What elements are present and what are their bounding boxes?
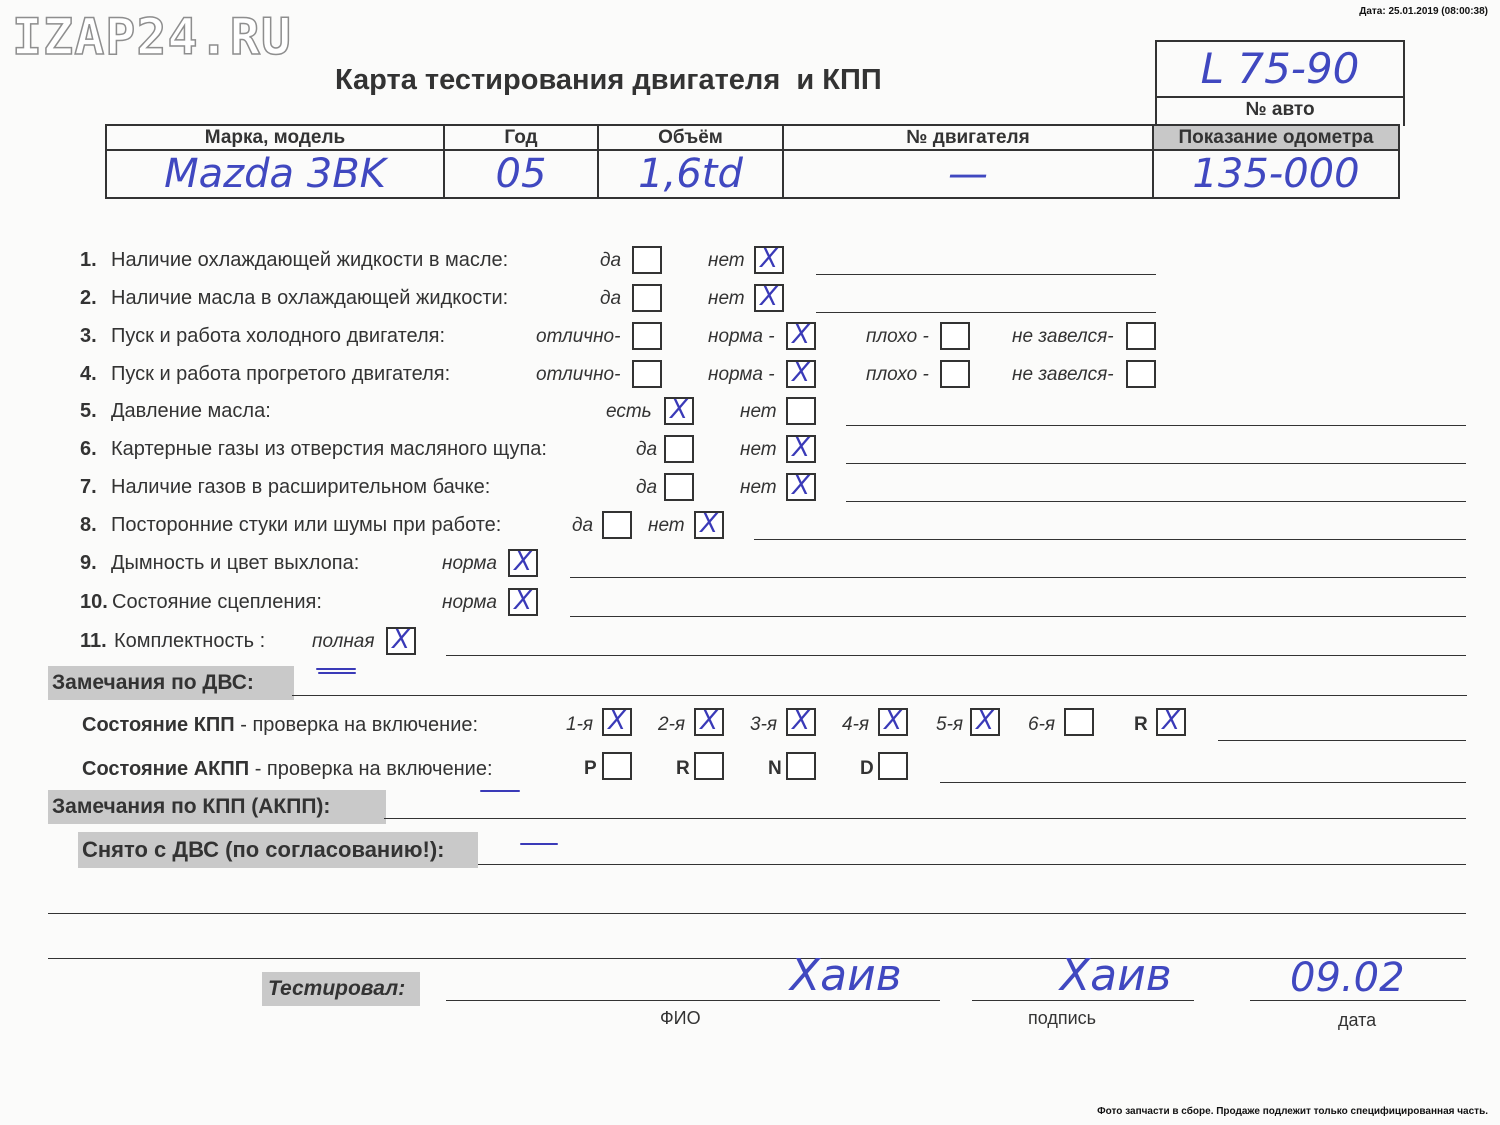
gear-label: 1-я [566,714,594,735]
option-checkbox[interactable] [786,322,816,350]
akpp-dash [480,790,520,792]
remarks-dvs-label: Замечания по ДВС: [48,666,294,700]
item-label: Наличие охлаждающей жидкости в масле: [111,249,509,271]
option-checkbox[interactable] [1126,322,1156,350]
option-label: нет [740,401,777,422]
col-header-year: Год [444,125,598,150]
item-label: Пуск и работа холодного двигателя: [111,325,446,347]
check-mark-icon: X [514,547,532,577]
akpp-label: Состояние АКПП - проверка на включение: [82,758,493,780]
option-checkbox[interactable] [754,246,784,274]
option-label: да [600,250,622,271]
gear-checkbox[interactable] [970,708,1000,736]
akpp-mode-checkbox[interactable] [878,752,908,780]
remarks-dvs-line [292,695,1467,696]
item-label: Наличие масла в охлаждающей жидкости: [111,287,509,309]
extra-line-1 [48,913,1466,914]
tested-by-label: Тестировал: [262,972,420,1006]
option-checkbox[interactable] [1126,360,1156,388]
option-checkbox[interactable] [632,360,662,388]
remarks-dvs-dash [318,672,356,674]
item-notes-line [846,425,1466,426]
option-checkbox[interactable] [602,511,632,539]
option-checkbox[interactable] [940,360,970,388]
option-label: норма [442,553,497,574]
option-label: да [600,288,622,309]
item-label: Наличие газов в расширительном бачке: [111,476,491,498]
option-label: да [636,477,658,498]
akpp-mode-checkbox[interactable] [602,752,632,780]
item-number: 8. [80,514,97,536]
model-value: Mazda 3BK [106,150,444,198]
kpp-line [1218,740,1466,741]
kpp-label: Состояние КПП - проверка на включение: [82,714,479,736]
col-header-odometer: Показание одометра [1153,125,1399,150]
date-caption: дата [1338,1010,1377,1030]
remarks-kpp-label: Замечания по КПП (АКПП): [48,790,386,824]
item-number: 6. [80,438,97,460]
check-mark-icon: X [700,509,718,539]
removed-line [478,864,1466,865]
option-checkbox[interactable] [632,246,662,274]
check-mark-icon: X [792,433,810,463]
option-label: полная [312,631,375,652]
check-mark-icon: X [792,471,810,501]
option-label: норма - [708,326,775,347]
item-label: Посторонние стуки или шумы при работе: [111,514,502,536]
option-checkbox[interactable] [632,322,662,350]
check-mark-icon: X [608,706,626,736]
option-checkbox[interactable] [786,397,816,425]
option-checkbox[interactable] [786,473,816,501]
option-checkbox[interactable] [386,627,416,655]
extra-line-2 [48,958,1466,959]
item-notes-line [754,539,1466,540]
akpp-mode-checkbox[interactable] [786,752,816,780]
option-checkbox[interactable] [754,284,784,312]
akpp-mode-label: P [584,758,597,779]
option-label: есть [606,401,652,422]
item-notes-line [846,501,1466,502]
item-number: 7. [80,476,97,498]
check-mark-icon: X [670,395,688,425]
option-checkbox[interactable] [664,473,694,501]
fio-caption: ФИО [660,1008,701,1028]
watermark-logo: IZAP24.RU [12,8,292,66]
item-number: 9. [80,552,97,574]
removed-dash [520,843,558,845]
option-checkbox[interactable] [664,397,694,425]
completeness-dash [316,668,356,670]
check-mark-icon: X [792,320,810,350]
option-label: не завелся- [1012,326,1114,347]
item-notes-line [570,616,1466,617]
option-checkbox[interactable] [508,549,538,577]
check-mark-icon: X [976,706,994,736]
engine-no-value: — [783,150,1153,198]
item-number: 5. [80,400,97,422]
vehicle-number-value: L 75-90 [1157,44,1403,98]
gear-label: R [1134,714,1148,735]
option-label: норма - [708,364,775,385]
item-notes-line [816,312,1156,313]
akpp-mode-checkbox[interactable] [694,752,724,780]
item-label: Состояние сцепления: [112,591,322,613]
option-label: нет [740,439,777,460]
gear-checkbox[interactable] [1064,708,1094,736]
item-number: 1. [80,249,97,271]
gear-label: 4-я [842,714,870,735]
remarks-kpp-line [384,818,1466,819]
akpp-mode-label: R [676,758,690,779]
akpp-mode-label: D [860,758,874,779]
check-mark-icon: X [792,358,810,388]
gear-label: 6-я [1028,714,1056,735]
option-label: плохо - [866,326,929,347]
option-label: нет [708,288,745,309]
gear-label: 2-я [658,714,686,735]
item-number: 3. [80,325,97,347]
sign-caption: подпись [1028,1008,1097,1028]
option-checkbox[interactable] [508,588,538,616]
option-label: отлично- [536,364,621,385]
item-number: 11. [80,630,107,652]
option-checkbox[interactable] [664,435,694,463]
item-label: Давление масла: [111,400,271,422]
footer-note: Фото запчасти в сборе. Продаже подлежит только специфицированная часть. [1097,1106,1488,1117]
document-title: Карта тестирования двигателя и КПП [335,64,882,96]
col-header-model: Марка, модель [106,125,444,150]
item-number: 2. [80,287,97,309]
item-notes-line [816,274,1156,275]
option-label: нет [740,477,777,498]
item-label: Комплектность : [114,630,266,652]
vehicle-info-table [105,124,1400,199]
option-checkbox[interactable] [786,360,816,388]
option-checkbox[interactable] [940,322,970,350]
vehicle-number-box [1155,40,1405,126]
gear-checkbox[interactable] [602,708,632,736]
option-label: нет [708,250,745,271]
check-mark-icon: X [792,706,810,736]
gear-label: 3-я [750,714,778,735]
item-notes-line [846,463,1466,464]
check-mark-icon: X [760,244,778,274]
removed-label: Снято с ДВС (по согласованию!): [78,832,478,868]
gear-label: 5-я [936,714,964,735]
akpp-line [940,782,1466,783]
option-label: отлично- [536,326,621,347]
check-mark-icon: X [884,706,902,736]
check-mark-icon: X [700,706,718,736]
option-checkbox[interactable] [786,435,816,463]
year-value: 05 [444,150,598,198]
item-notes-line [446,655,1466,656]
gear-checkbox[interactable] [878,708,908,736]
check-mark-icon: X [1162,706,1180,736]
scan-date-stamp: Дата: 25.01.2019 (08:00:38) [1359,6,1488,17]
option-label: да [636,439,658,460]
option-label: не завелся- [1012,364,1114,385]
option-label: нет [648,515,685,536]
sign-handwritten: Хаив [1060,950,1172,1001]
check-mark-icon: X [514,586,532,616]
date-handwritten: 09.02 [1290,955,1405,1001]
option-label: норма [442,592,497,613]
check-mark-icon: X [392,625,410,655]
odometer-value: 135-000 [1153,150,1399,198]
gear-checkbox[interactable] [694,708,724,736]
col-header-engine-no: № двигателя [783,125,1153,150]
item-label: Дымность и цвет выхлопа: [111,552,360,574]
vehicle-number-label: № авто [1245,99,1315,120]
fio-handwritten: Хаив [790,950,902,1001]
option-label: плохо - [866,364,929,385]
col-header-volume: Объём [598,125,783,150]
gear-checkbox[interactable] [1156,708,1186,736]
option-checkbox[interactable] [632,284,662,312]
check-mark-icon: X [760,282,778,312]
gear-checkbox[interactable] [786,708,816,736]
option-label: да [572,515,594,536]
item-label: Пуск и работа прогретого двигателя: [111,363,451,385]
volume-value: 1,6td [598,150,783,198]
item-label: Картерные газы из отверстия масляного щупа: [111,438,547,460]
akpp-mode-label: N [768,758,782,779]
item-number: 10. [80,591,108,613]
option-checkbox[interactable] [694,511,724,539]
item-number: 4. [80,363,97,385]
item-notes-line [570,577,1466,578]
